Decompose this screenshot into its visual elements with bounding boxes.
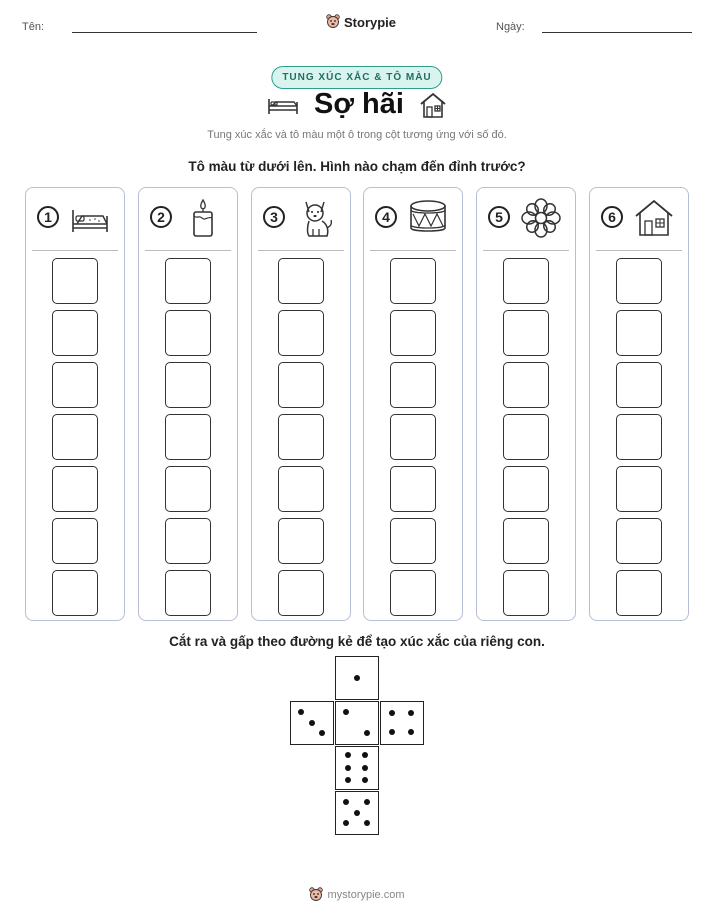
color-box[interactable] [278,414,324,460]
dice-net [290,656,424,834]
instruction-top: Tô màu từ dưới lên. Hình nào chạm đến đỉnh trước? [188,159,526,174]
dice-face-4 [380,701,424,745]
color-box[interactable] [616,258,662,304]
dice-pip [343,799,349,805]
dice-pip [309,720,315,726]
color-box[interactable] [503,466,549,512]
dice-pip [343,820,349,826]
color-box[interactable] [616,466,662,512]
dice-pip [354,675,360,681]
column-number: 5 [488,206,510,228]
brand-name: Storypie [344,14,397,30]
column-number: 2 [150,206,172,228]
color-box[interactable] [503,414,549,460]
color-box[interactable] [616,414,662,460]
title-row [0,88,714,121]
column-number: 4 [375,206,397,228]
dice-pip [298,709,304,715]
color-box[interactable] [616,310,662,356]
dice-face-2 [335,701,379,745]
dice-pip [408,729,414,735]
color-box[interactable] [165,362,211,408]
color-box[interactable] [390,414,436,460]
color-box[interactable] [616,570,662,616]
color-box[interactable] [503,258,549,304]
color-box[interactable] [390,258,436,304]
color-box[interactable] [165,310,211,356]
house-icon [418,90,448,120]
drum-icon [406,196,450,240]
column-1 [25,187,125,621]
bear-logo-icon [326,14,340,30]
column-divider [32,250,118,251]
brand-logo [326,14,396,30]
color-box[interactable] [503,362,549,408]
column-5 [476,187,576,621]
dice-pip [345,765,351,771]
color-box[interactable] [52,414,98,460]
color-box[interactable] [616,362,662,408]
color-box[interactable] [390,570,436,616]
activity-badge: TUNG XÚC XẮC & TÔ MÀU [271,66,442,89]
dice-pip [319,730,325,736]
dice-pip [362,777,368,783]
color-box[interactable] [278,518,324,564]
bed-icon [266,93,300,117]
color-box[interactable] [52,518,98,564]
column-divider [483,250,569,251]
name-line [72,32,257,33]
dice-pip [345,777,351,783]
column-number: 6 [601,206,623,228]
date-line [542,32,692,33]
column-divider [596,250,682,251]
page-title: Sợ hãi [314,88,404,120]
color-box[interactable] [390,466,436,512]
color-box[interactable] [52,258,98,304]
dice-face-5 [335,791,379,835]
color-box[interactable] [52,362,98,408]
color-box[interactable] [52,466,98,512]
dice-pip [362,752,368,758]
color-box[interactable] [52,310,98,356]
column-6 [589,187,689,621]
color-box[interactable] [165,414,211,460]
dice-pip [354,810,360,816]
column-divider [145,250,231,251]
column-divider [370,250,456,251]
dice-face-6 [335,746,379,790]
color-box[interactable] [165,570,211,616]
color-box[interactable] [165,258,211,304]
color-box[interactable] [278,310,324,356]
dice-pip [408,710,414,716]
footer [0,887,714,903]
dice-face-3 [290,701,334,745]
name-label: Tên: [22,21,45,33]
color-box[interactable] [278,570,324,616]
dice-pip [389,729,395,735]
color-box[interactable] [390,310,436,356]
color-box[interactable] [503,310,549,356]
dice-pip [345,752,351,758]
color-box[interactable] [165,518,211,564]
subtitle: Tung xúc xắc và tô màu một ô trong cột tương ứng với số đó. [207,129,507,141]
color-box[interactable] [165,466,211,512]
footer-url: mystorypie.com [327,889,405,901]
instruction-bottom: Cắt ra và gấp theo đường kẻ để tạo xúc xắc của riêng con. [169,634,545,649]
dice-pip [364,799,370,805]
dice-pip [364,820,370,826]
column-number: 3 [263,206,285,228]
color-box[interactable] [503,518,549,564]
color-box[interactable] [278,362,324,408]
column-3 [251,187,351,621]
color-box[interactable] [616,518,662,564]
column-2 [138,187,238,621]
dice-face-1 [335,656,379,700]
dice-pip [364,730,370,736]
color-box[interactable] [278,466,324,512]
column-number: 1 [37,206,59,228]
dice-pip [362,765,368,771]
color-box[interactable] [503,570,549,616]
color-box[interactable] [52,570,98,616]
candle-icon [181,196,225,240]
flower-icon [519,196,563,240]
dice-pip [343,709,349,715]
column-divider [258,250,344,251]
color-box[interactable] [278,258,324,304]
column-4 [363,187,463,621]
bed-icon [68,196,112,240]
color-box[interactable] [390,518,436,564]
color-box[interactable] [390,362,436,408]
dice-pip [389,710,395,716]
house-icon [632,196,676,240]
bear-logo-icon [309,887,323,903]
dog-icon [294,196,338,240]
date-label: Ngày: [496,21,525,33]
